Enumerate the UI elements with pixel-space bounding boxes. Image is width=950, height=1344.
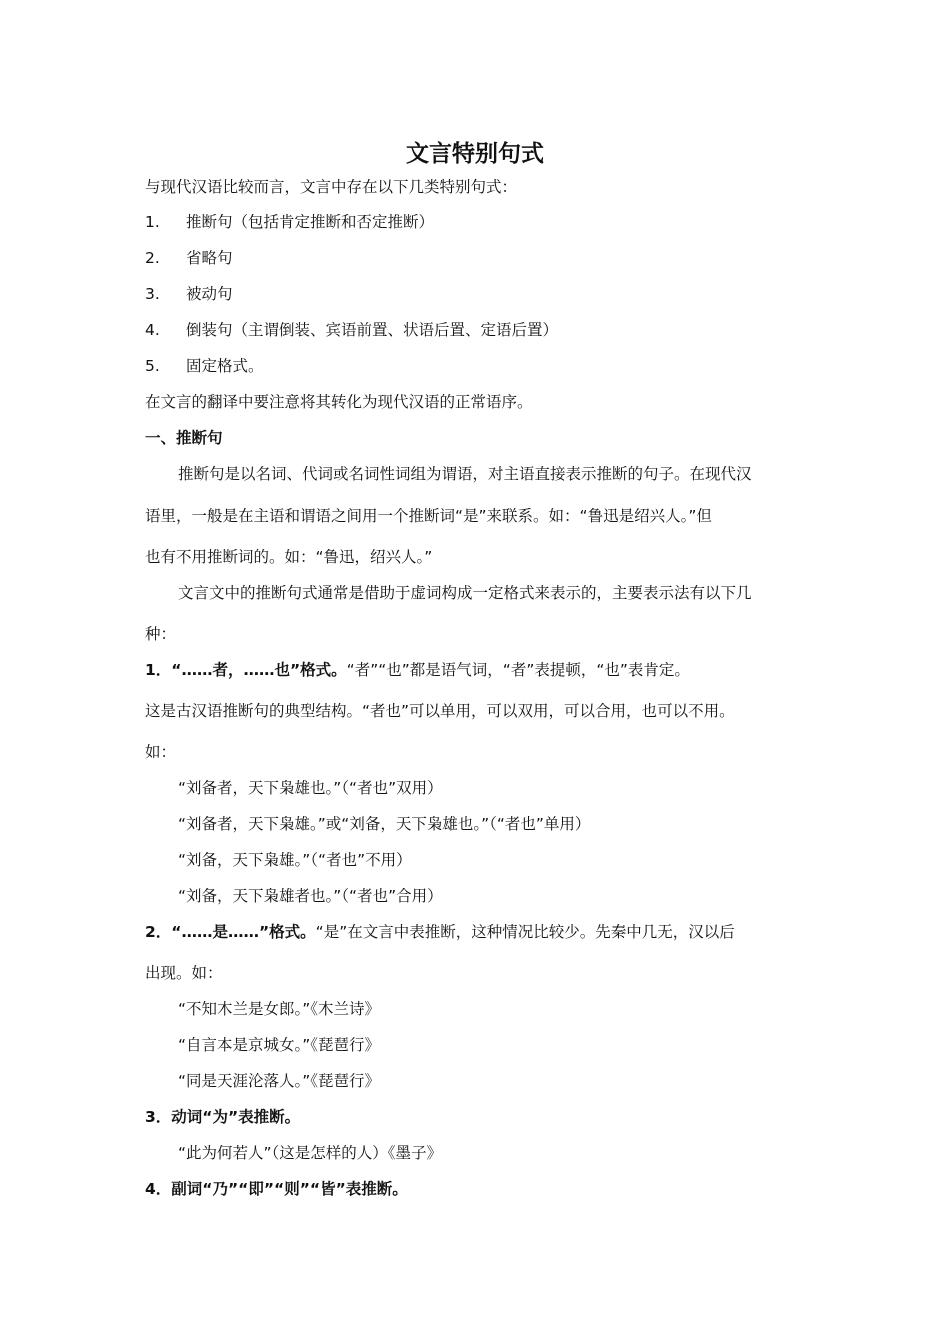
example-line: “自言本是京城女。”《琵琶行》 (178, 1036, 381, 1054)
example-line: “不知木兰是女郎。”《木兰诗》 (178, 1000, 381, 1018)
example-line: “刘备者，天下枭雄。”或“刘备，天下枭雄也。”（“者也”单用） (178, 815, 591, 833)
item-heading: 1．“……者，……也”格式。 (145, 661, 347, 679)
list-item (145, 212, 434, 232)
list-number: 2. (145, 249, 160, 267)
list-number: 1. (145, 213, 160, 231)
example-line: “刘备者，天下枭雄也。”（“者也”双用） (178, 779, 443, 797)
list-text: 被动句 (186, 285, 233, 303)
intro-text: 与现代汉语比较而言，文言中存在以下几类特别句式： (145, 178, 518, 196)
item-heading-line (145, 922, 735, 942)
example-line: “刘备，天下枭雄者也。”（“者也”合用） (178, 887, 443, 905)
paragraph-line: 种： (145, 625, 177, 643)
paragraph-line: 这是古汉语推断句的典型结构。“者也”可以单用，可以双用，可以合用，也可以不用。 (145, 702, 735, 720)
paragraph-line: 出现。如： (145, 964, 223, 982)
paragraph-line: 如： (145, 743, 177, 761)
list-item (145, 320, 558, 340)
list-text: 固定格式。 (186, 357, 264, 375)
paragraph-line: 文言文中的推断句式通常是借助于虚词构成一定格式来表示的，主要表示法有以下几 (178, 584, 752, 602)
item-description: “是”在文言中表推断，这种情况比较少。先秦中几无，汉以后 (315, 923, 735, 941)
item-heading: 2．“……是……”格式。 (145, 923, 316, 941)
item-heading: 4．副词“乃”“即”“则”“皆”表推断。 (145, 1180, 408, 1198)
example-line: “刘备，天下枭雄。”（“者也”不用） (178, 851, 412, 869)
list-number: 3. (145, 285, 160, 303)
list-item (145, 356, 264, 376)
item-description: “者”“也”都是语气词，“者”表提顿，“也”表肯定。 (346, 661, 690, 679)
list-item (145, 248, 233, 268)
paragraph-line: 语里，一般是在主语和谓语之间用一个推断词“是”来联系。如：“鲁迅是绍兴人。”但 (145, 507, 712, 525)
list-text: 倒装句（主谓倒装、宾语前置、状语后置、定语后置） (186, 321, 559, 339)
document-title: 文言特别句式 (406, 141, 544, 167)
item-heading: 3．动词“为”表推断。 (145, 1108, 301, 1126)
paragraph-line: 也有不用推断词的。如：“鲁迅，绍兴人。” (145, 548, 433, 566)
example-line: “同是天涯沦落人。”《琵琶行》 (178, 1072, 381, 1090)
item-heading-line (145, 660, 690, 680)
list-number: 5. (145, 357, 160, 375)
list-item (145, 284, 233, 304)
list-text: 推断句（包括肯定推断和否定推断） (186, 213, 435, 231)
list-number: 4. (145, 321, 160, 339)
list-text: 省略句 (186, 249, 233, 267)
paragraph-line: 推断句是以名词、代词或名词性词组为谓语，对主语直接表示推断的句子。在现代汉 (178, 465, 752, 483)
section-heading: 一、推断句 (145, 429, 223, 447)
example-line: “此为何若人”（这是怎样的人）《墨子》 (178, 1144, 443, 1162)
note-text: 在文言的翻译中要注意将其转化为现代汉语的正常语序。 (145, 393, 533, 411)
